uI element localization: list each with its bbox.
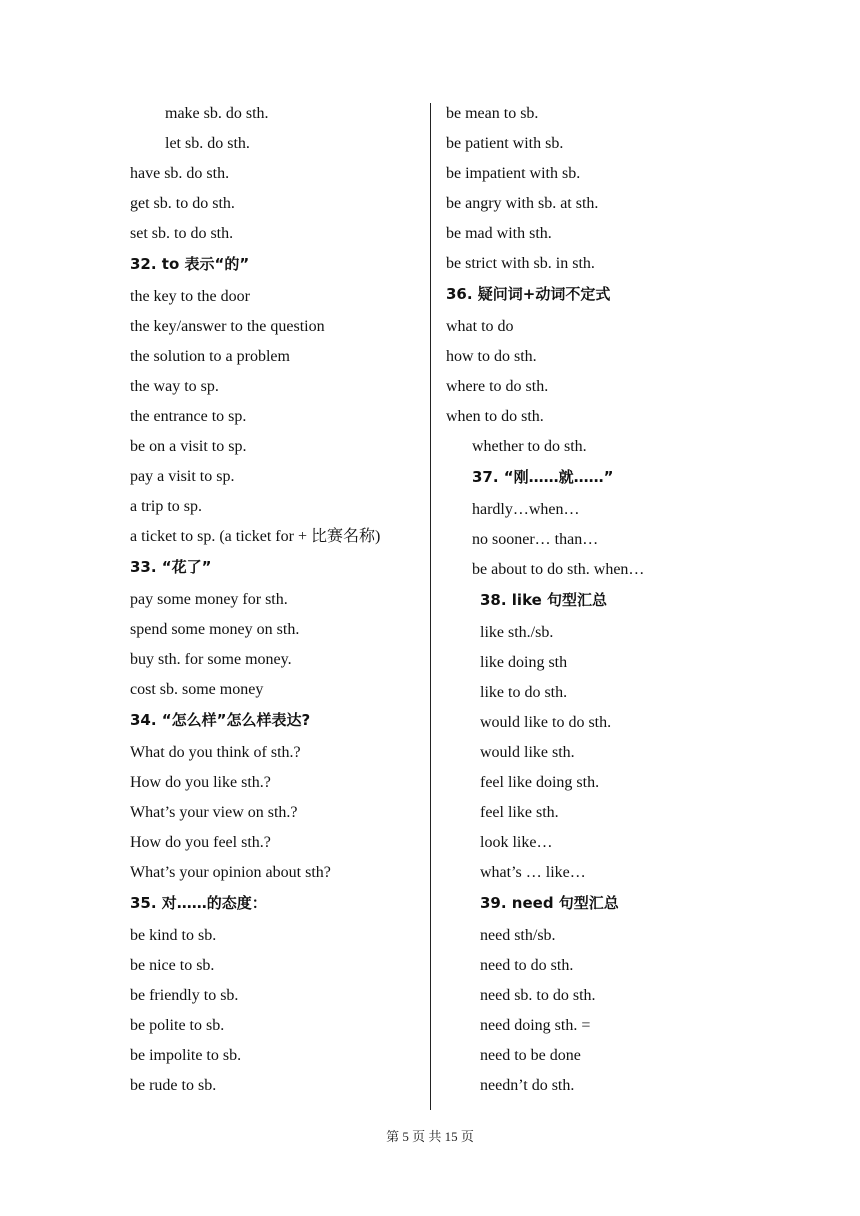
phrase-line: have sb. do sth. — [130, 165, 230, 182]
section-heading: 37. “刚……就……” — [472, 468, 614, 486]
phrase-line: buy sth. for some money. — [130, 651, 292, 668]
phrase-line: when to do sth. — [446, 408, 544, 425]
section-heading: 38. like 句型汇总 — [480, 591, 608, 609]
section-heading: 35. 对……的态度： — [130, 894, 267, 912]
phrase-line: whether to do sth. — [472, 438, 587, 455]
phrase-line: need sb. to do sth. — [480, 987, 596, 1004]
phrase-line: need sth/sb. — [480, 927, 556, 944]
phrase-line: set sb. to do sth. — [130, 225, 234, 242]
section-heading: 39. need 句型汇总 — [480, 894, 619, 912]
phrase-line: pay some money for sth. — [130, 591, 288, 608]
phrase-line: like doing sth — [480, 654, 568, 671]
phrase-line: be mad with sth. — [446, 225, 552, 242]
phrase-line: no sooner… than… — [472, 531, 599, 548]
phrase-line: get sb. to do sth. — [130, 195, 235, 212]
phrase-line: the entrance to sp. — [130, 408, 247, 425]
phrase-line: where to do sth. — [446, 378, 549, 395]
phrase-line: How do you like sth.? — [130, 774, 271, 791]
phrase-line: feel like sth. — [480, 804, 559, 821]
phrase-line: be mean to sb. — [446, 105, 539, 122]
phrase-line: be kind to sb. — [130, 927, 217, 944]
phrase-line: look like… — [480, 834, 553, 851]
phrase-line: How do you feel sth.? — [130, 834, 271, 851]
section-heading: 36. 疑问词+动词不定式 — [446, 285, 611, 303]
phrase-line: What’s your opinion about sth? — [130, 864, 331, 881]
phrase-line: need to be done — [480, 1047, 581, 1064]
phrase-line: hardly…when… — [472, 501, 580, 518]
phrase-line: be angry with sb. at sth. — [446, 195, 599, 212]
phrase-line: how to do sth. — [446, 348, 537, 365]
phrase-line: What’s your view on sth.? — [130, 804, 298, 821]
column-divider — [430, 103, 431, 1110]
phrase-line: need doing sth. = — [480, 1017, 591, 1034]
phrase-line: be polite to sb. — [130, 1017, 225, 1034]
phrase-line: feel like doing sth. — [480, 774, 600, 791]
phrase-line: be patient with sb. — [446, 135, 564, 152]
phrase-line: be nice to sb. — [130, 957, 215, 974]
phrase-line: be strict with sb. in sth. — [446, 255, 595, 272]
phrase-line: let sb. do sth. — [165, 135, 250, 152]
phrase-line: be friendly to sb. — [130, 987, 239, 1004]
phrase-line: be rude to sb. — [130, 1077, 217, 1094]
phrase-line: what to do — [446, 318, 514, 335]
phrase-line: would like sth. — [480, 744, 575, 761]
phrase-line: needn’t do sth. — [480, 1077, 575, 1094]
right-column — [446, 103, 826, 1105]
section-heading: 33. “花了” — [130, 558, 212, 576]
phrase-line: the key to the door — [130, 288, 250, 305]
phrase-line: the key/answer to the question — [130, 318, 325, 335]
phrase-line: a trip to sp. — [130, 498, 202, 515]
phrase-line: the way to sp. — [130, 378, 219, 395]
section-heading: 32. to 表示“的” — [130, 255, 250, 273]
phrase-line: what’s … like… — [480, 864, 586, 881]
phrase-line: would like to do sth. — [480, 714, 612, 731]
phrase-line: need to do sth. — [480, 957, 574, 974]
phrase-line: like sth./sb. — [480, 624, 554, 641]
phrase-line: be about to do sth. when… — [472, 561, 645, 578]
phrase-line: spend some money on sth. — [130, 621, 300, 638]
section-heading: 34. “怎么样”怎么样表达? — [130, 711, 311, 729]
phrase-line: a ticket to sp. (a ticket for + 比赛名称) — [130, 528, 381, 545]
left-column — [130, 103, 420, 1105]
phrase-line: cost sb. some money — [130, 681, 264, 698]
phrase-line: be on a visit to sp. — [130, 438, 247, 455]
phrase-line: make sb. do sth. — [165, 105, 269, 122]
phrase-line: like to do sth. — [480, 684, 568, 701]
phrase-line: be impatient with sb. — [446, 165, 581, 182]
phrase-line: pay a visit to sp. — [130, 468, 235, 485]
page-footer: 第 5 页 共 15 页 — [386, 1129, 474, 1144]
phrase-line: What do you think of sth.? — [130, 744, 301, 761]
phrase-line: the solution to a problem — [130, 348, 290, 365]
phrase-line: be impolite to sb. — [130, 1047, 242, 1064]
